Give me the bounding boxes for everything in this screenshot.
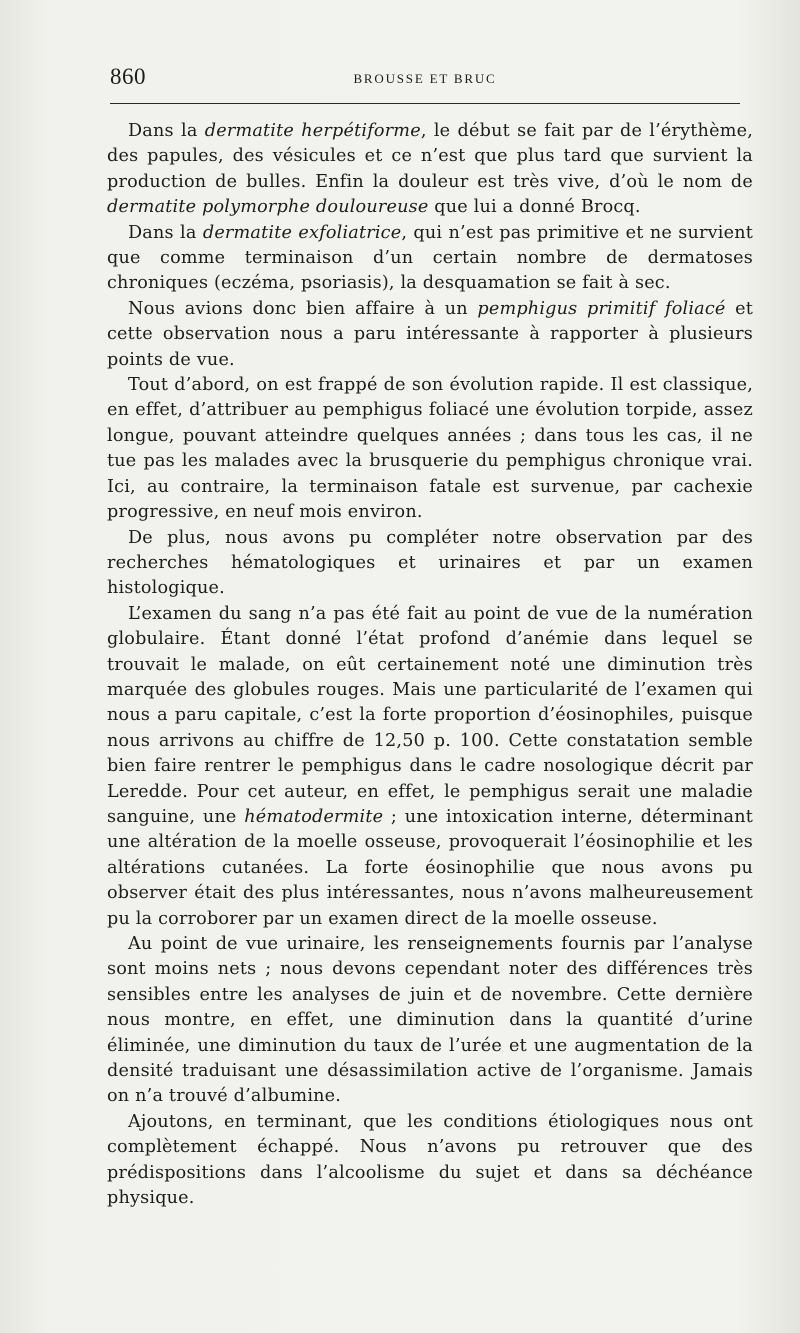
paragraph-text: , le début se fait par de l’érythème, des papules, des vésicules et ce n’est que plus tard que survient la production de bulles. Enfin la douleur est très vive, d’où le nom de <box>107 121 753 192</box>
page-number: 860 <box>110 64 146 89</box>
paragraph-text: Au point de vue urinaire, les renseignements fournis par l’analyse sont moins nets ; nous devons cependant noter des différences très sensibles entre les analyses de juin et de novembre. Cette dernière nous montre, en effet, une diminution dans la quantité d’urine éliminée, une diminution du taux de l’urée et une augmentation de la densité traduisant une désassimilation active de l’organisme. Jamais on n’a trouvé d’albumine. <box>107 934 753 1107</box>
paragraph-exfoliatrice <box>107 221 753 297</box>
paragraph-pemphigus-foliace <box>107 297 753 373</box>
paragraph-text: Ajoutons, en terminant, que les conditions étiologiques nous ont complètement échappé. Nous n’avons pu retrouver que des prédispositions dans l’alcoolisme du sujet et dans sa déchéance physique. <box>107 1111 753 1209</box>
italic-term: dermatite herpétiforme <box>204 121 421 141</box>
running-head: BROUSSE ET BRUC <box>353 71 497 86</box>
header-rule <box>110 103 740 104</box>
paragraph-examen-sang <box>107 602 753 932</box>
paragraph-text: De plus, nous avons pu compléter notre observation par des recherches hématologiques et urinaires et par un examen histologique. <box>107 527 753 599</box>
paragraph-text: que lui a donné Brocq. <box>428 197 641 218</box>
italic-term: dermatite exfoliatrice <box>202 222 402 243</box>
paragraph-text: Tout d’abord, on est frappé de son évolution rapide. Il est classique, en effet, d’attribuer au pemphigus foliacé une évolution torpide, assez longue, pouvant atteindre quelques années ; dans tous les cas, il ne tue pas les malades avec la brusquerie du pemphigus chronique vrai. Ici, au contraire, la terminaison fatale est survenue, par cachexie progressive, en neuf mois environ. <box>107 375 753 523</box>
italic-term: dermatite polymorphe douloureuse <box>107 197 429 218</box>
paragraph-urinaire <box>107 932 753 1110</box>
paragraph-text: L’examen du sang n’a pas été fait au point de vue de la numération globulaire. Étant donné l’état profond d’anémie dans lequel se trouvait le malade, on eût certainement noté une diminution très marquée des globules rouges. Mais une particularité de l’examen qui nous a paru capitale, c’est la forte proportion d’éosinophiles, puisque nous arrivons au chiffre de 12,50 p. 100. Cette constatation semble bien faire rentrer le pemphigus dans le cadre nosologique décrit par Leredde. Pour cet auteur, en effet, le pemphigus serait une maladie sanguine, une <box>107 603 753 827</box>
page-header <box>110 64 740 94</box>
paragraph-evolution <box>107 373 753 525</box>
italic-term: hématodermite <box>244 806 384 827</box>
paragraph-text: Dans la <box>128 222 203 243</box>
paragraph-herpetiforme <box>107 119 753 221</box>
paragraph-recherches <box>107 526 753 602</box>
paragraph-text: Nous avions donc bien affaire à un <box>128 298 478 319</box>
paragraph-etiologie <box>107 1110 753 1212</box>
paragraph-text: Dans la <box>128 121 205 141</box>
paragraph-text: , qui n’est pas primitive et ne survient que comme terminaison d’un certain nombre de dermatoses chroniques (eczéma, psoriasis), la desquamation se fait à sec. <box>107 222 754 294</box>
italic-term: pemphigus primitif foliacé <box>477 298 726 319</box>
paragraph-text: ; une intoxication interne, déterminant une altération de la moelle osseuse, provoquerait l’éosinophilie et les altérations cutanées. La forte éosinophilie que nous avons pu observer était des plus intéressantes, nous n’avons malheureusement pu la corroborer par un examen direct de la moelle osseuse. <box>107 806 753 929</box>
body-text <box>107 119 753 1211</box>
paragraph-text: et cette observation nous a paru intéressante à rapporter à plusieurs points de vue. <box>107 298 753 370</box>
